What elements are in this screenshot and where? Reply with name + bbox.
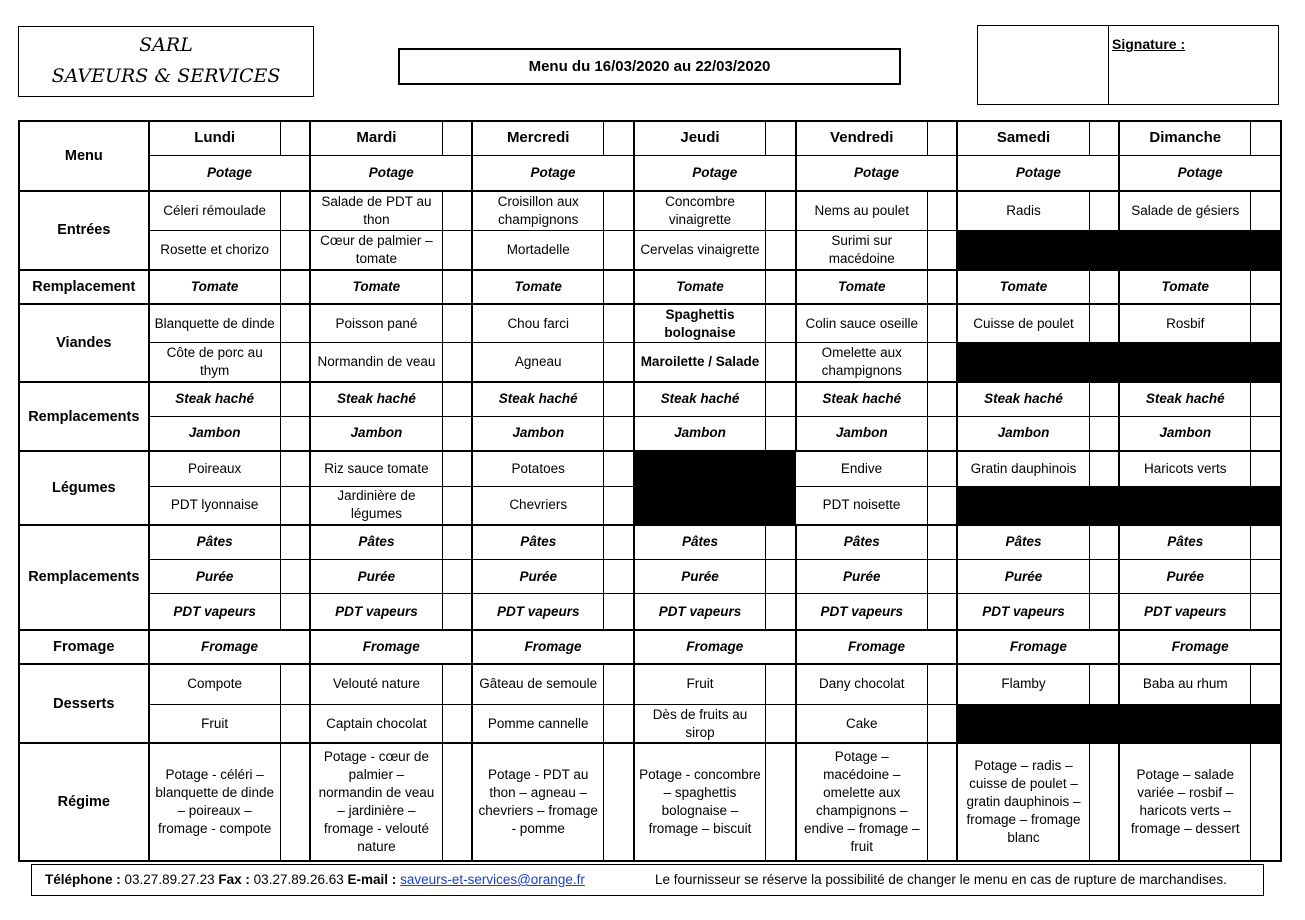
steak-cell: Steak haché: [634, 382, 766, 416]
remplacement-cell: Tomate: [796, 270, 928, 304]
steak-cell: Steak haché: [957, 382, 1089, 416]
legume-cell: Endive: [796, 451, 928, 486]
entree-cell: Concombre vinaigrette: [634, 191, 766, 230]
dessert-cell: Velouté nature: [310, 664, 442, 704]
fromage-cell: Fromage: [310, 630, 472, 664]
regime-cell: Potage - concombre – spaghettis bolognaise – fromage – biscuit: [634, 743, 766, 861]
viande-cell: Cuisse de poulet: [957, 304, 1089, 343]
regime-cell: Potage - cœur de palmier – normandin de veau – jardinière – fromage - velouté nature: [310, 743, 442, 861]
potage-cell: Potage: [310, 155, 472, 191]
dessert-cell: Dany chocolat: [796, 664, 928, 704]
dessert-cell: Cake: [796, 704, 928, 743]
viande-cell: Agneau: [472, 343, 604, 382]
viande-cell: Rosbif: [1119, 304, 1251, 343]
steak-cell: Steak haché: [796, 382, 928, 416]
fromage-cell: Fromage: [957, 630, 1119, 664]
steak-cell: Steak haché: [310, 382, 442, 416]
viande-cell: Maroilette / Salade: [634, 343, 766, 382]
menu-title: Menu du 16/03/2020 au 22/03/2020: [398, 48, 901, 85]
entree-cell: Croisillon aux champignons: [472, 191, 604, 230]
legume-cell: Jardinière de légumes: [310, 486, 442, 524]
blacked-out-cell: [634, 451, 796, 524]
fromage-cell: Fromage: [796, 630, 958, 664]
entree-cell: Rosette et chorizo: [149, 230, 281, 269]
jambon-cell: Jambon: [149, 416, 281, 451]
email-link[interactable]: saveurs-et-services@orange.fr: [400, 872, 585, 887]
company-line-2: SAVEURS & SERVICES: [51, 65, 281, 87]
category-menu: Menu: [19, 121, 149, 191]
pates-cell: Pâtes: [957, 525, 1089, 560]
entree-cell: Céleri rémoulade: [149, 191, 281, 230]
pdt-vapeurs-cell: PDT vapeurs: [796, 594, 928, 630]
jambon-cell: Jambon: [796, 416, 928, 451]
dessert-cell: Compote: [149, 664, 281, 704]
remplacement-cell: Tomate: [310, 270, 442, 304]
jambon-cell: Jambon: [634, 416, 766, 451]
viande-cell: Poisson pané: [310, 304, 442, 343]
blacked-out-cell: [957, 704, 1281, 743]
dessert-cell: Fruit: [634, 664, 766, 704]
legume-cell: Potatoes: [472, 451, 604, 486]
legume-cell: Poireaux: [149, 451, 281, 486]
fromage-cell: Fromage: [472, 630, 634, 664]
signature-divider: [1108, 26, 1109, 104]
phone-label: Téléphone :: [45, 872, 121, 887]
viande-cell: Omelette aux champignons: [796, 343, 928, 382]
puree-cell: Purée: [472, 560, 604, 594]
steak-cell: Steak haché: [1119, 382, 1251, 416]
day-jeudi: Jeudi: [634, 121, 766, 155]
potage-cell: Potage: [472, 155, 634, 191]
dessert-cell: Dès de fruits au sirop: [634, 704, 766, 743]
legume-cell: Riz sauce tomate: [310, 451, 442, 486]
viande-cell: Colin sauce oseille: [796, 304, 928, 343]
dessert-cell: Pomme cannelle: [472, 704, 604, 743]
pates-cell: Pâtes: [149, 525, 281, 560]
blacked-out-cell: [957, 486, 1281, 524]
regime-cell: Potage – radis – cuisse de poulet – gratin dauphinois – fromage – fromage blanc: [957, 743, 1089, 861]
remplacement-cell: Tomate: [472, 270, 604, 304]
fax-label: Fax :: [218, 872, 250, 887]
pates-cell: Pâtes: [472, 525, 604, 560]
signature-label: Signature :: [1112, 36, 1186, 52]
day-vendredi: Vendredi: [796, 121, 928, 155]
remplacement-cell: Tomate: [957, 270, 1089, 304]
legume-cell: Haricots verts: [1119, 451, 1251, 486]
regime-cell: Potage - PDT au thon – agneau – chevriers – fromage - pomme: [472, 743, 604, 861]
pdt-vapeurs-cell: PDT vapeurs: [310, 594, 442, 630]
category-remplacements: Remplacements: [19, 382, 149, 451]
entree-cell: Salade de gésiers: [1119, 191, 1251, 230]
puree-cell: Purée: [957, 560, 1089, 594]
footer-bar: [31, 864, 1264, 896]
legume-cell: PDT noisette: [796, 486, 928, 524]
day-dimanche: Dimanche: [1119, 121, 1251, 155]
day-mardi: Mardi: [310, 121, 442, 155]
dessert-cell: Baba au rhum: [1119, 664, 1251, 704]
legume-cell: Chevriers: [472, 486, 604, 524]
pates-cell: Pâtes: [634, 525, 766, 560]
day-lundi: Lundi: [149, 121, 281, 155]
company-name-box: [18, 26, 314, 97]
category-viandes: Viandes: [19, 304, 149, 382]
fax-number: 03.27.89.26.63: [253, 872, 344, 887]
pates-cell: Pâtes: [796, 525, 928, 560]
potage-cell: Potage: [957, 155, 1119, 191]
steak-cell: Steak haché: [472, 382, 604, 416]
potage-cell: Potage: [149, 155, 311, 191]
fromage-cell: Fromage: [1119, 630, 1281, 664]
viande-cell: Chou farci: [472, 304, 604, 343]
menu-table: [18, 120, 1282, 862]
steak-cell: Steak haché: [149, 382, 281, 416]
potage-cell: Potage: [634, 155, 796, 191]
regime-cell: Potage – macédoine – omelette aux champignons – endive – fromage – fruit: [796, 743, 928, 861]
pdt-vapeurs-cell: PDT vapeurs: [149, 594, 281, 630]
dessert-cell: Flamby: [957, 664, 1089, 704]
potage-cell: Potage: [1119, 155, 1281, 191]
puree-cell: Purée: [1119, 560, 1251, 594]
jambon-cell: Jambon: [957, 416, 1089, 451]
entree-cell: Salade de PDT au thon: [310, 191, 442, 230]
fromage-cell: Fromage: [149, 630, 311, 664]
dessert-cell: Gâteau de semoule: [472, 664, 604, 704]
jambon-cell: Jambon: [1119, 416, 1251, 451]
remplacement-cell: Tomate: [1119, 270, 1251, 304]
footer-note: Le fournisseur se réserve la possibilité de changer le menu en cas de rupture de marchandises.: [655, 872, 1227, 887]
category-entrees: Entrées: [19, 191, 149, 269]
pates-cell: Pâtes: [310, 525, 442, 560]
pates-cell: Pâtes: [1119, 525, 1251, 560]
puree-cell: Purée: [149, 560, 281, 594]
fromage-cell: Fromage: [634, 630, 796, 664]
blacked-out-cell: [957, 343, 1281, 382]
legume-cell: PDT lyonnaise: [149, 486, 281, 524]
jambon-cell: Jambon: [310, 416, 442, 451]
regime-cell: Potage – salade variée – rosbif – haricots verts – fromage – dessert: [1119, 743, 1251, 861]
category-regime: Régime: [19, 743, 149, 861]
blacked-out-cell: [957, 230, 1281, 269]
category-remplacement: Remplacement: [19, 270, 149, 304]
phone-number: 03.27.89.27.23: [124, 872, 215, 887]
company-line-1: SARL: [139, 34, 193, 56]
jambon-cell: Jambon: [472, 416, 604, 451]
email-label: E-mail :: [347, 872, 397, 887]
entree-cell: Radis: [957, 191, 1089, 230]
regime-cell: Potage - céléri – blanquette de dinde – poireaux – fromage - compote: [149, 743, 281, 861]
day-samedi: Samedi: [957, 121, 1089, 155]
puree-cell: Purée: [310, 560, 442, 594]
category-remplacements-2: Remplacements: [19, 525, 149, 630]
category-legumes: Légumes: [19, 451, 149, 524]
viande-cell: Blanquette de dinde: [149, 304, 281, 343]
dessert-cell: Fruit: [149, 704, 281, 743]
viande-cell: Spaghettis bolognaise: [634, 304, 766, 343]
entree-cell: Surimi sur macédoine: [796, 230, 928, 269]
dessert-cell: Captain chocolat: [310, 704, 442, 743]
pdt-vapeurs-cell: PDT vapeurs: [1119, 594, 1251, 630]
category-desserts: Desserts: [19, 664, 149, 743]
signature-box: [977, 25, 1279, 105]
pdt-vapeurs-cell: PDT vapeurs: [634, 594, 766, 630]
pdt-vapeurs-cell: PDT vapeurs: [472, 594, 604, 630]
remplacement-cell: Tomate: [634, 270, 766, 304]
day-mercredi: Mercredi: [472, 121, 604, 155]
puree-cell: Purée: [796, 560, 928, 594]
entree-cell: Cervelas vinaigrette: [634, 230, 766, 269]
potage-cell: Potage: [796, 155, 958, 191]
legume-cell: Gratin dauphinois: [957, 451, 1089, 486]
entree-cell: Nems au poulet: [796, 191, 928, 230]
viande-cell: Côte de porc au thym: [149, 343, 281, 382]
puree-cell: Purée: [634, 560, 766, 594]
viande-cell: Normandin de veau: [310, 343, 442, 382]
entree-cell: Cœur de palmier – tomate: [310, 230, 442, 269]
category-fromage: Fromage: [19, 630, 149, 664]
remplacement-cell: Tomate: [149, 270, 281, 304]
entree-cell: Mortadelle: [472, 230, 604, 269]
pdt-vapeurs-cell: PDT vapeurs: [957, 594, 1089, 630]
